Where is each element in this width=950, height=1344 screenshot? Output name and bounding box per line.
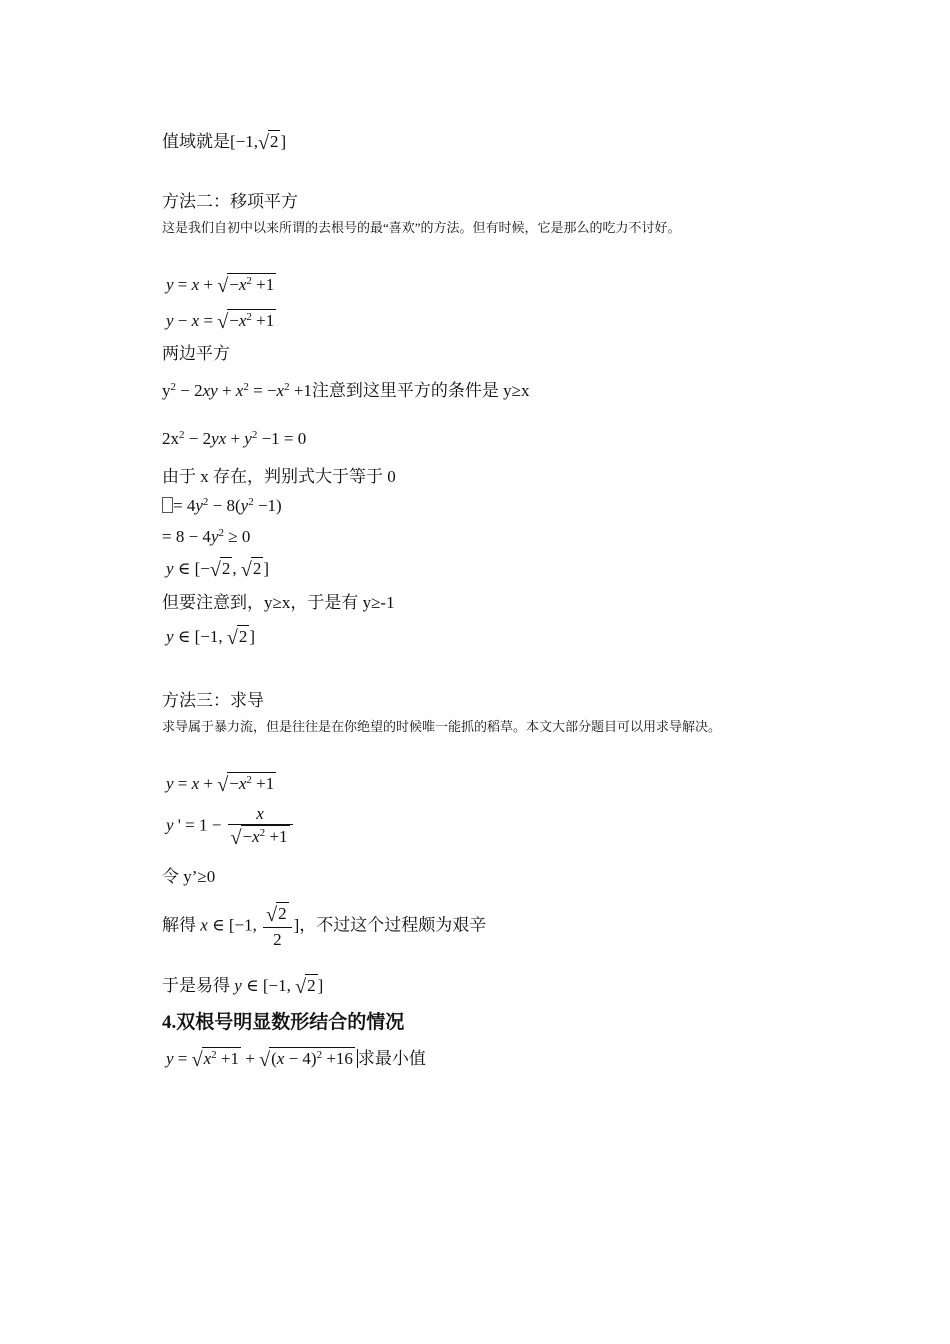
range-result-math: [−1,√2 ] bbox=[230, 132, 287, 154]
square-both-sides-label: 两边平方 bbox=[162, 344, 230, 363]
equation-y-x-sqrt: $y = x + √-x^2 +1$ bbox=[166, 275, 275, 297]
range-result-text: 值域就是 bbox=[162, 132, 230, 151]
derivative-expression: y ' = 1 − $\frac{x}{√-x^2 +1}$ bbox=[166, 805, 295, 848]
delta-glyph bbox=[162, 497, 173, 513]
method3-description: 求导属于暴力流，但是往往是在你绝望的时候唯一能抓的稻草。本文大部分题目可以用求导解决。 bbox=[162, 719, 722, 734]
discriminant-expression: = $4y^2 - 8(y^2 -1)$ bbox=[162, 497, 282, 514]
method3-function: $y = x + √-x^2 +1$ bbox=[166, 774, 275, 796]
y-range-final: y ∈ [−1, √2 ] bbox=[166, 627, 256, 649]
section4-heading bbox=[162, 1013, 404, 1032]
section4-number: 4. bbox=[162, 1012, 177, 1033]
method3-title: 方法三：求导 bbox=[162, 691, 264, 710]
derivative-condition: 令 y’≥0 bbox=[162, 867, 216, 886]
easy-result-line: 于是易得 y ∈ [−1, √2 ] bbox=[162, 976, 324, 998]
solve-x-line: 解得 x ∈ [−1, $\frac{√2}{2}$ ]，不过这个过程颇为艰辛 bbox=[162, 904, 487, 949]
find-minimum-label: 求最小值 bbox=[357, 1049, 426, 1068]
section4-problem: $y = √x^2 +1 + √(x - 4)^2 +16$ 求最小值 bbox=[166, 1049, 426, 1071]
quadratic-equation: $2x^2 - 2yx + y^2 -1 = 0$ bbox=[162, 429, 307, 448]
method2-title: 方法二：移项平方 bbox=[162, 192, 298, 211]
square-condition-note: 注意到这里平方的条件是 y≥x bbox=[311, 381, 530, 400]
y-range-symmetric: y ∈ [−√2 , √2 ] bbox=[166, 559, 270, 581]
solve-prefix: 解得 bbox=[162, 915, 196, 935]
range-result-line bbox=[162, 133, 286, 153]
discriminant-condition: 由于 x 存在，判别式大于等于 0 bbox=[162, 467, 396, 486]
easy-prefix: 于是易得 bbox=[162, 976, 230, 995]
discriminant-simplified: = $8 - 4y^2 \ge 0$ bbox=[162, 527, 251, 546]
y-ge-x-note: 但要注意到，y≥x，于是有 y≥-1 bbox=[162, 593, 395, 612]
solve-suffix: ，不过这个过程颇为艰辛 bbox=[299, 915, 487, 935]
section4-title: 双根号明显数形结合的情况 bbox=[176, 1012, 405, 1033]
squared-equation-line: $y^2 - 2xy + x^2 = -x^2 +1$注意到这里平方的条件是 y≥x bbox=[162, 381, 530, 400]
equation-y-minus-x: $y - x = √-x^2 +1$ bbox=[166, 311, 275, 333]
method2-description: 这是我们自初中以来所谓的去根号的最“喜欢”的方法。但有时候，它是那么的吃力不讨好。 bbox=[162, 220, 681, 235]
